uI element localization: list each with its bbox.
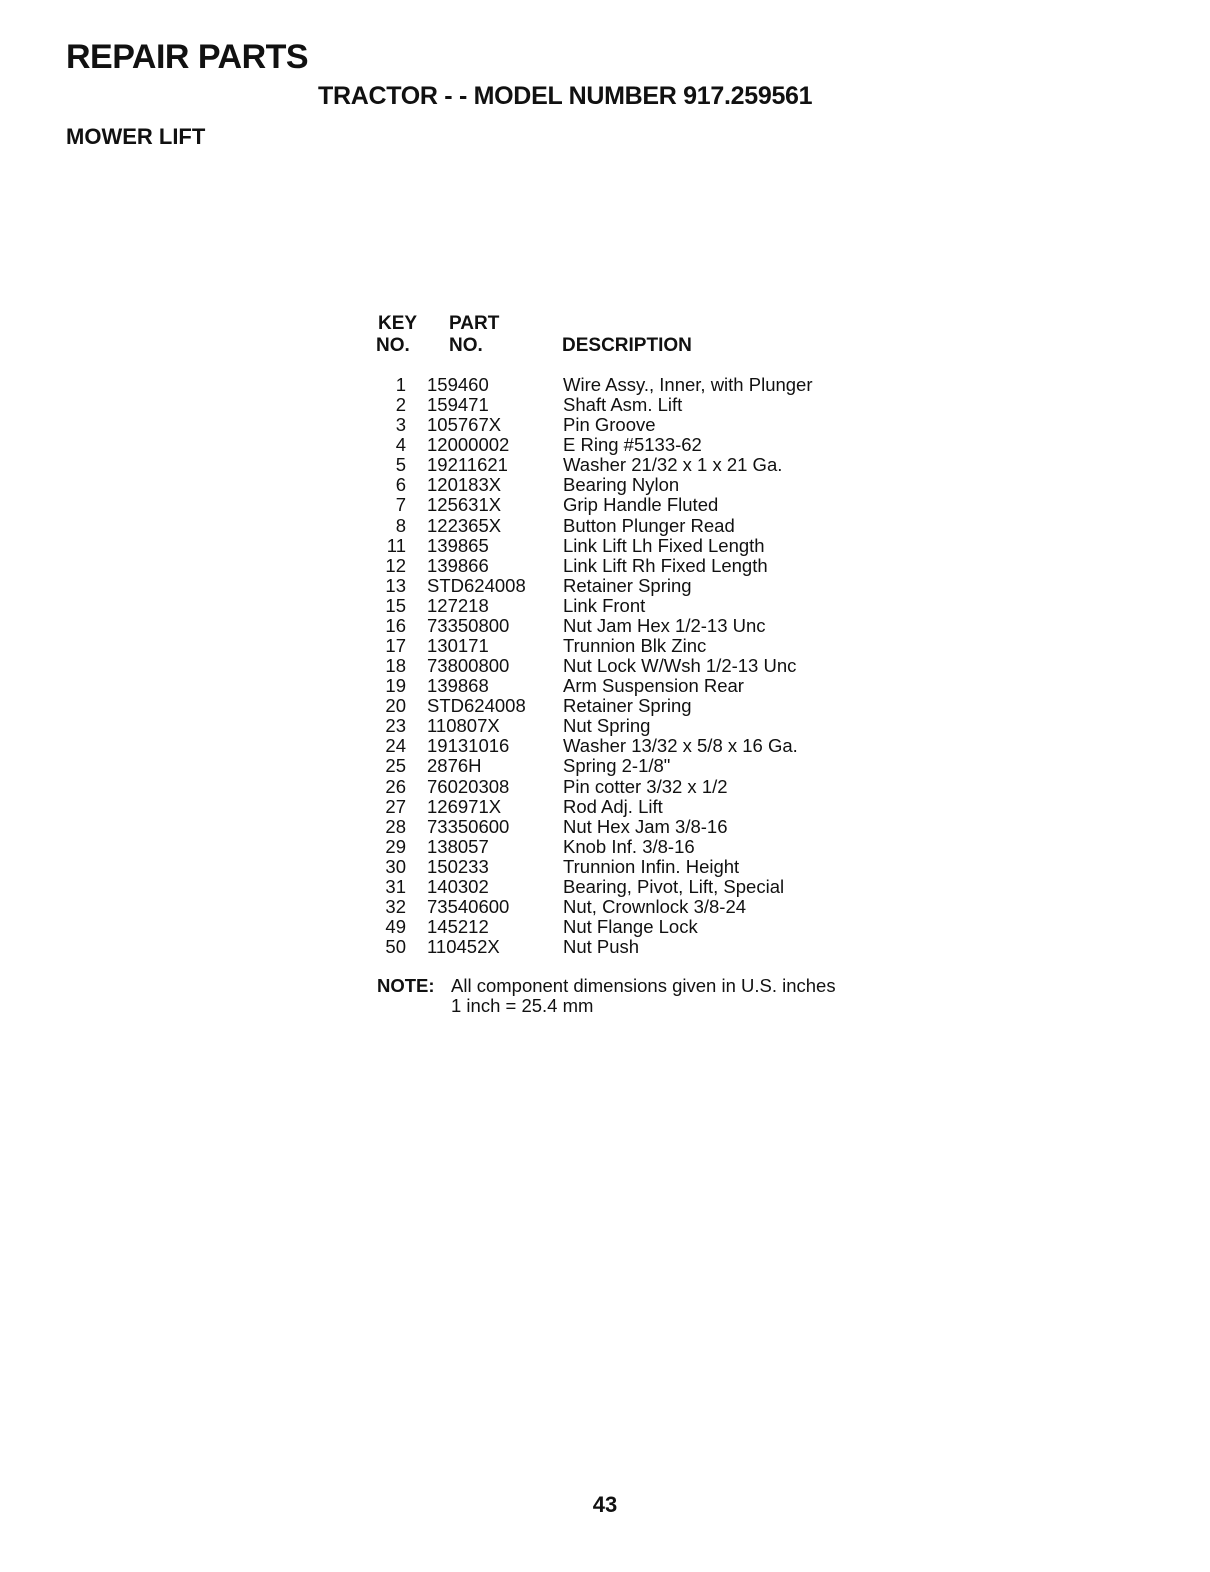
- key-no-cell: 32: [385, 896, 406, 918]
- parts-table: [372, 313, 892, 957]
- key-no-cell: 24: [385, 735, 406, 757]
- part-no-cell: 2876H: [427, 755, 482, 777]
- part-no-cell: 139865: [427, 534, 489, 556]
- part-no-cell: 105767X: [427, 414, 502, 436]
- description-cell: Bearing Nylon: [563, 474, 680, 496]
- description-cell: Trunnion Blk Zinc: [563, 635, 707, 657]
- description-cell: Knob Inf. 3/8-16: [563, 835, 695, 857]
- description-cell: Link Lift Rh Fixed Length: [563, 554, 768, 576]
- page-title: REPAIR PARTS: [66, 38, 309, 76]
- table-row: [372, 455, 892, 475]
- part-no-cell: 110807X: [427, 715, 500, 737]
- table-row: [372, 917, 892, 937]
- part-no-cell: 126971X: [427, 795, 502, 817]
- table-row: [372, 536, 892, 556]
- description-cell: Pin cotter 3/32 x 1/2: [563, 775, 728, 797]
- key-no-cell: 26: [385, 775, 406, 797]
- part-no-cell: STD624008: [427, 574, 526, 596]
- key-no-cell: 7: [395, 494, 406, 516]
- key-no-cell: 1: [395, 374, 406, 395]
- description-cell: Spring 2-1/8": [563, 755, 671, 777]
- description-cell: Link Lift Lh Fixed Length: [563, 534, 765, 556]
- key-no-cell: 2: [395, 394, 406, 416]
- description-cell: Pin Groove: [563, 414, 656, 436]
- table-row: [372, 716, 892, 736]
- description-cell: Arm Suspension Rear: [563, 675, 744, 697]
- table-row: [372, 576, 892, 596]
- part-no-cell: 73800800: [427, 655, 510, 677]
- note-line-1: All component dimensions given in U.S. inches: [451, 975, 836, 996]
- table-row: [372, 415, 892, 435]
- part-no-cell: 139868: [427, 675, 489, 697]
- part-no-cell: 110452X: [427, 936, 500, 958]
- part-no-cell: STD624008: [427, 695, 526, 717]
- description-cell: Retainer Spring: [563, 695, 692, 717]
- key-no-cell: 23: [385, 715, 406, 737]
- part-no-cell: 73350800: [427, 614, 510, 636]
- table-row: [372, 596, 892, 616]
- table-row: [372, 656, 892, 676]
- part-no-cell: 73540600: [427, 896, 510, 918]
- table-row: [372, 857, 892, 877]
- page-number: 43: [592, 1492, 618, 1517]
- part-no-cell: 140302: [427, 875, 489, 897]
- part-no-cell: 125631X: [427, 494, 502, 516]
- table-row: [372, 676, 892, 696]
- table-row: [372, 636, 892, 656]
- part-no-cell: 19131016: [427, 735, 510, 757]
- description-cell: Nut Jam Hex 1/2-13 Unc: [563, 614, 766, 636]
- key-no-cell: 31: [385, 875, 406, 897]
- description-cell: Nut Hex Jam 3/8-16: [563, 815, 728, 837]
- description-cell: Nut Flange Lock: [563, 916, 698, 938]
- table-row: [372, 616, 892, 636]
- dimension-note: [377, 976, 836, 1016]
- key-no-cell: 30: [385, 855, 406, 877]
- table-row: [372, 375, 892, 395]
- part-no-cell: 76020308: [427, 775, 510, 797]
- description-cell: Grip Handle Fluted: [563, 494, 719, 516]
- parts-table-header: [372, 313, 892, 367]
- table-row: [372, 937, 892, 957]
- description-cell: Link Front: [563, 594, 646, 616]
- table-row: [372, 777, 892, 797]
- description-cell: Washer 13/32 x 5/8 x 16 Ga.: [563, 735, 798, 757]
- table-row: [372, 516, 892, 536]
- part-no-cell: 122365X: [427, 514, 502, 536]
- part-no-cell: 159460: [427, 374, 489, 395]
- description-cell: Nut Push: [563, 936, 640, 958]
- part-no-cell: 120183X: [427, 474, 502, 496]
- key-no-cell: 17: [385, 635, 406, 657]
- key-no-cell: 16: [385, 614, 406, 636]
- note-line-2: 1 inch = 25.4 mm: [451, 995, 594, 1016]
- key-no-cell: 50: [385, 936, 406, 958]
- section-title: MOWER LIFT: [66, 124, 206, 149]
- key-no-cell: 11: [386, 534, 406, 556]
- key-no-cell: 49: [385, 916, 406, 938]
- description-cell: E Ring #5133-62: [563, 434, 702, 456]
- key-no-cell: 5: [395, 454, 406, 476]
- description-cell: Shaft Asm. Lift: [563, 394, 683, 416]
- table-row: [372, 395, 892, 415]
- key-no-cell: 3: [395, 414, 406, 436]
- key-no-cell: 28: [385, 815, 406, 837]
- key-no-cell: 25: [385, 755, 406, 777]
- description-cell: Nut Spring: [563, 715, 651, 737]
- table-row: [372, 435, 892, 455]
- table-row: [372, 736, 892, 756]
- part-no-cell: 150233: [427, 855, 489, 877]
- description-header: DESCRIPTION: [562, 335, 692, 356]
- key-no-cell: 6: [395, 474, 406, 496]
- part-no-cell: 130171: [427, 635, 489, 657]
- parts-table-body: [372, 375, 892, 957]
- key-no-cell: 18: [385, 655, 406, 677]
- key-no-cell: 15: [385, 594, 406, 616]
- key-no-cell: 19: [385, 675, 406, 697]
- part-no-cell: 19211621: [427, 454, 508, 476]
- table-row: [372, 495, 892, 515]
- key-no-cell: 29: [385, 835, 406, 857]
- description-cell: Wire Assy., Inner, with Plunger: [563, 374, 813, 395]
- table-row: [372, 877, 892, 897]
- description-cell: Button Plunger Read: [563, 514, 735, 536]
- key-no-header-line2: NO.: [376, 335, 410, 356]
- description-cell: Bearing, Pivot, Lift, Special: [563, 875, 785, 897]
- table-row: [372, 817, 892, 837]
- part-no-cell: 139866: [427, 554, 489, 576]
- description-cell: Retainer Spring: [563, 574, 692, 596]
- table-row: [372, 475, 892, 495]
- table-row: [372, 837, 892, 857]
- key-no-cell: 8: [395, 514, 406, 536]
- table-row: [372, 756, 892, 776]
- key-no-header-line1: KEY: [378, 313, 418, 334]
- description-cell: Nut Lock W/Wsh 1/2-13 Unc: [563, 655, 797, 677]
- table-row: [372, 556, 892, 576]
- part-no-cell: 127218: [427, 594, 489, 616]
- description-cell: Nut, Crownlock 3/8-24: [563, 896, 747, 918]
- description-cell: Washer 21/32 x 1 x 21 Ga.: [563, 454, 783, 476]
- key-no-cell: 27: [385, 795, 406, 817]
- model-subtitle: TRACTOR - - MODEL NUMBER 917.259561: [318, 82, 813, 110]
- part-no-cell: 159471: [427, 394, 489, 416]
- description-cell: Trunnion Infin. Height: [563, 855, 740, 877]
- key-no-cell: 12: [385, 554, 406, 576]
- key-no-cell: 13: [385, 574, 406, 596]
- table-row: [372, 797, 892, 817]
- note-label: NOTE:: [377, 975, 435, 996]
- part-no-cell: 12000002: [427, 434, 510, 456]
- table-row: [372, 897, 892, 917]
- key-no-cell: 20: [385, 695, 406, 717]
- part-no-header-line2: NO.: [449, 335, 483, 356]
- part-no-cell: 73350600: [427, 815, 510, 837]
- part-no-cell: 145212: [427, 916, 489, 938]
- part-no-cell: 138057: [427, 835, 489, 857]
- key-no-cell: 4: [395, 434, 406, 456]
- part-no-header-line1: PART: [449, 313, 500, 334]
- table-row: [372, 696, 892, 716]
- description-cell: Rod Adj. Lift: [563, 795, 663, 817]
